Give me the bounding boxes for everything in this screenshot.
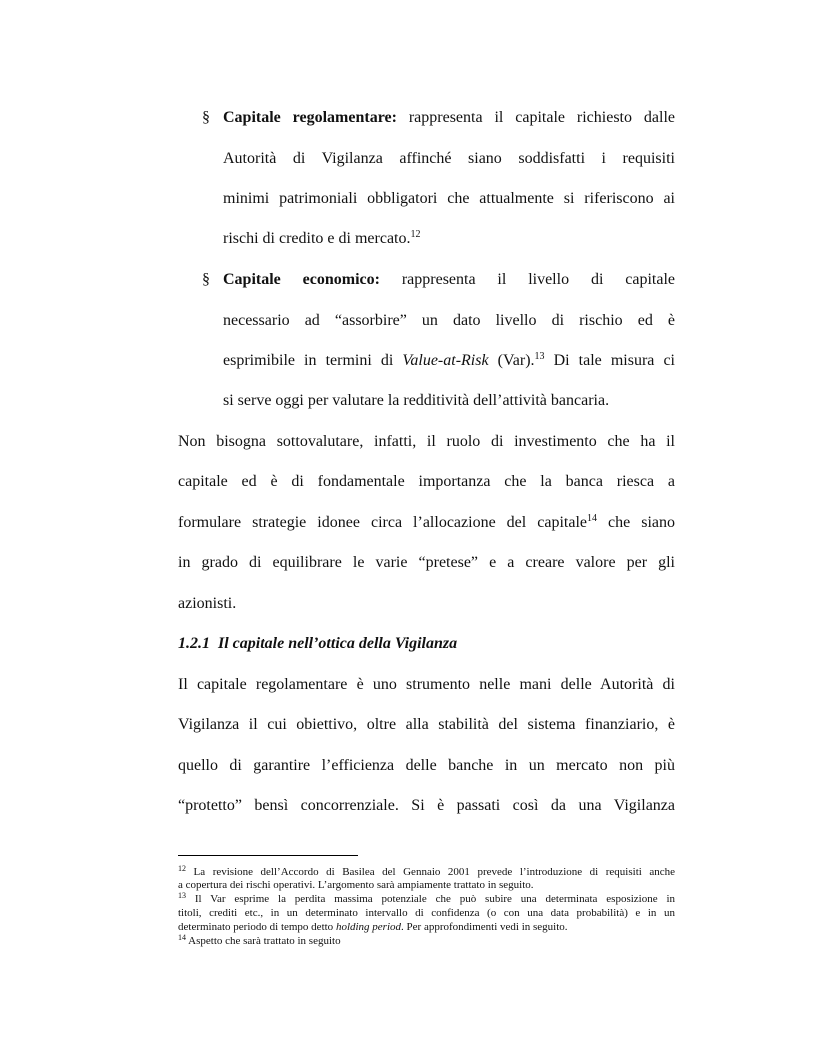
footnote-14-line-1 <box>178 935 341 947</box>
bullet-2-line-1 <box>223 270 675 290</box>
text-run: (Var). <box>488 352 535 369</box>
footnote-text: Aspetto che sarà trattato in seguito <box>188 935 341 947</box>
term-holding-period: holding period <box>335 921 402 933</box>
footnote-number: 13 <box>178 891 186 900</box>
paragraph-1-line-3 <box>178 513 675 533</box>
text-run: che siano <box>597 514 676 531</box>
footnote-13-line-2: titoli, crediti etc., in un determinato intervallo di confidenza (o con una data probabilità) e in un <box>178 907 675 919</box>
bullet-1-line-3: minimi patrimoniali obbligatori che attualmente si riferiscono ai <box>223 190 675 207</box>
bullet-1-line-1 <box>223 108 675 128</box>
bullet-1-text-end: rischi di credito e di mercato. <box>223 230 411 247</box>
footnote-13-line-1 <box>178 893 675 905</box>
bullet-symbol: § <box>202 109 210 126</box>
bullet-1-line-2: Autorità di Vigilanza affinché siano soddisfatti i requisiti <box>223 150 675 167</box>
bullet-2-line-4: si serve oggi per valutare la redditività dell’attività bancaria. <box>223 392 610 409</box>
paragraph-1-line-4: in grado di equilibrare le varie “pretese” e a creare valore per gli <box>178 554 675 571</box>
text-run: formulare strategie idonee circa l’allocazione del capitale <box>178 514 587 531</box>
footnote-13-line-3 <box>178 921 568 933</box>
bullet-1-term: Capitale regolamentare: <box>223 109 397 126</box>
paragraph-2-line-1: Il capitale regolamentare è uno strumento nelle mani delle Autorità di <box>178 676 675 693</box>
footnote-text: Il Var esprime la perdita massima potenziale che può subire una determinata esposizione in <box>194 893 676 905</box>
footnote-ref-13: 13 <box>534 351 545 362</box>
footnote-ref-12: 12 <box>410 229 421 240</box>
paragraph-1-line-1: Non bisogna sottovalutare, infatti, il ruolo di investimento che ha il <box>178 433 675 450</box>
bullet-2-term: Capitale economico: <box>223 271 380 288</box>
footnote-text: La revisione dell’Accordo di Basilea del Gennaio 2001 prevede l’introduzione di requisiti anche <box>193 866 676 878</box>
footnote-12-line-1 <box>178 866 675 878</box>
paragraph-2-line-4: “protetto” bensì concorrenziale. Si è passati così da una Vigilanza <box>178 797 675 814</box>
term-value-at-risk: Value-at-Risk <box>402 352 489 369</box>
paragraph-1-line-5: azionisti. <box>178 595 237 612</box>
footnote-separator <box>178 855 358 856</box>
paragraph-1-line-2: capitale ed è di fondamentale importanza che la banca riesca a <box>178 473 675 490</box>
footnote-number: 12 <box>178 864 186 873</box>
section-heading: 1.2.1 Il capitale nell’ottica della Vigilanza <box>178 635 458 652</box>
paragraph-2-line-2: Vigilanza il cui obiettivo, oltre alla stabilità del sistema finanziario, è <box>178 716 675 733</box>
text-run: Di tale misura ci <box>544 352 676 369</box>
bullet-2-line-2: necessario ad “assorbire” un dato livello di rischio ed è <box>223 312 675 329</box>
text-run: determinato periodo di tempo detto <box>178 921 336 933</box>
bullet-2-line-3 <box>223 351 675 371</box>
text-run: . Per approfondimenti vedi in seguito. <box>401 921 568 933</box>
footnote-ref-14: 14 <box>587 513 597 524</box>
text-run: esprimibile in termini di <box>223 352 403 369</box>
paragraph-2-line-3: quello di garantire l’efficienza delle banche in un mercato non più <box>178 757 675 774</box>
footnote-number: 14 <box>178 933 186 942</box>
bullet-1-line-4 <box>223 229 420 249</box>
footnote-12-line-2: a copertura dei rischi operativi. L’argomento sarà ampiamente trattato in seguito. <box>178 879 534 891</box>
bullet-1-text: rappresenta il capitale richiesto dalle <box>408 109 676 126</box>
bullet-symbol: § <box>202 271 210 288</box>
bullet-2-text: rappresenta il livello di capitale <box>401 271 676 288</box>
